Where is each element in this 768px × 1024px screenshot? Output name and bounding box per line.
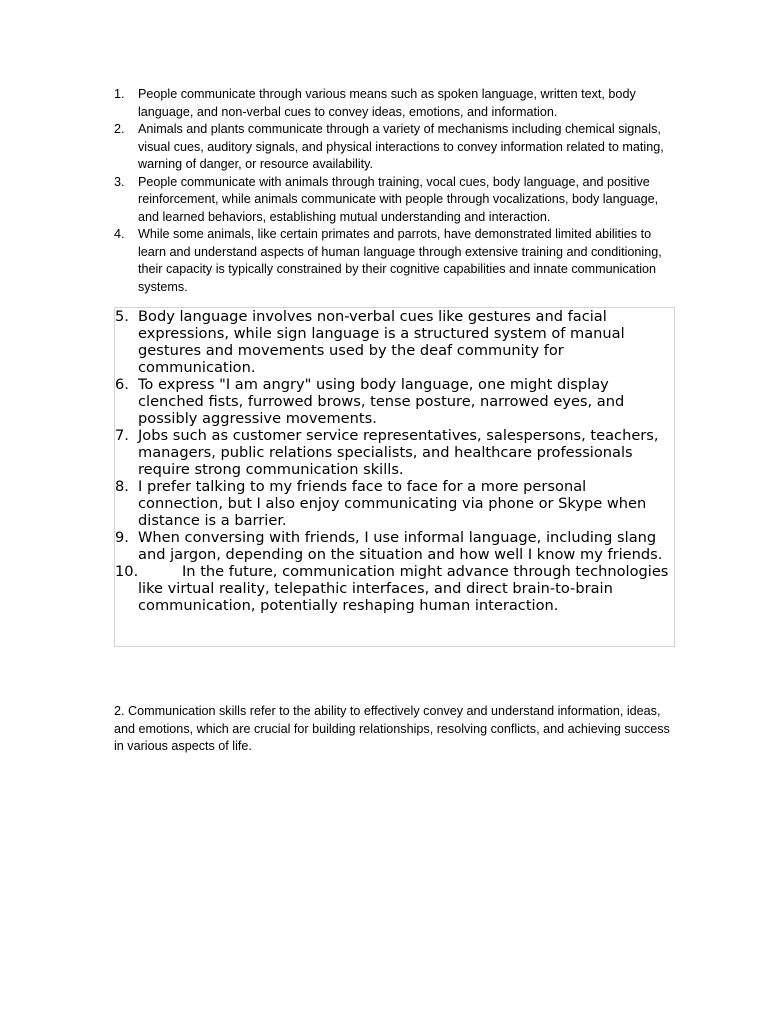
list-item-number: 5. bbox=[115, 308, 129, 325]
list-item-text: People communicate with animals through training, vocal cues, body language, and positive reinforcement, while animals communicate with people through vocalizations, body language, and learned behaviors, establishing mutual understanding and interaction. bbox=[138, 174, 659, 224]
list-item-number: 4. bbox=[114, 227, 125, 241]
list-item-text: People communicate through various means such as spoken language, written text, body language, and non-verbal cues to convey ideas, emotions, and information. bbox=[138, 87, 636, 119]
numbered-list-top bbox=[114, 86, 680, 296]
list-item bbox=[115, 529, 675, 563]
list-item-text: To express "I am angry" using body language, one might display clenched fists, furrowed brows, tense posture, narrowed eyes, and possibly aggressive movements. bbox=[138, 376, 625, 427]
list-item-number: 8. bbox=[115, 478, 129, 495]
paragraph: 2. Communication skills refer to the ability to effectively convey and understand information, ideas, and emotions, which are crucial for building relationships, resolving conflicts, and achieving success in various aspects of life. bbox=[114, 704, 670, 753]
list-item-text: Animals and plants communicate through a variety of mechanisms including chemical signals, visual cues, auditory signals, and physical interactions to convey information related to mating, warning of danger, or resource availability. bbox=[138, 122, 664, 171]
list-item-number: 6. bbox=[115, 376, 129, 393]
list-item bbox=[115, 376, 675, 427]
list-item bbox=[114, 121, 680, 174]
list-item-text: I prefer talking to my friends face to face for a more personal connection, but I also enjoy communicating via phone or Skype when distance is a barrier. bbox=[138, 478, 647, 529]
list-item bbox=[114, 174, 680, 227]
list-item bbox=[114, 86, 680, 121]
list-item-text: In the future, communication might advance through technologies like virtual reality, telepathic interfaces, and direct brain-to-brain communication, potentially reshaping human interaction. bbox=[138, 563, 669, 614]
list-item-text: Body language involves non-verbal cues like gestures and facial expressions, while sign language is a structured system of manual gestures and movements used by the deaf community for communication. bbox=[138, 308, 625, 376]
list-item-text: Jobs such as customer service representatives, salespersons, teachers, managers, public relations specialists, and healthcare professionals require strong communication skills. bbox=[138, 427, 659, 478]
list-item-text: While some animals, like certain primates and parrots, have demonstrated limited abilities to learn and understand aspects of human language through extensive training and conditioning, their capacity is typically constrained by their cognitive capabilities and innate communication systems. bbox=[138, 227, 662, 294]
bordered-text-box bbox=[114, 307, 675, 647]
list-item bbox=[115, 563, 675, 614]
list-item bbox=[115, 427, 675, 478]
list-item-number: 1. bbox=[114, 87, 125, 101]
list-item-number: 9. bbox=[115, 529, 129, 546]
list-item-text: When conversing with friends, I use informal language, including slang and jargon, depending on the situation and how well I know my friends. bbox=[138, 529, 663, 563]
list-item-number: 10. bbox=[115, 563, 139, 580]
list-item bbox=[115, 308, 675, 376]
list-item-number: 7. bbox=[115, 427, 129, 444]
list-item-number: 3. bbox=[114, 174, 125, 189]
numbered-list-boxed bbox=[115, 308, 675, 614]
list-item bbox=[114, 226, 680, 296]
list-item-number: 2. bbox=[114, 122, 125, 136]
list-item bbox=[115, 478, 675, 529]
